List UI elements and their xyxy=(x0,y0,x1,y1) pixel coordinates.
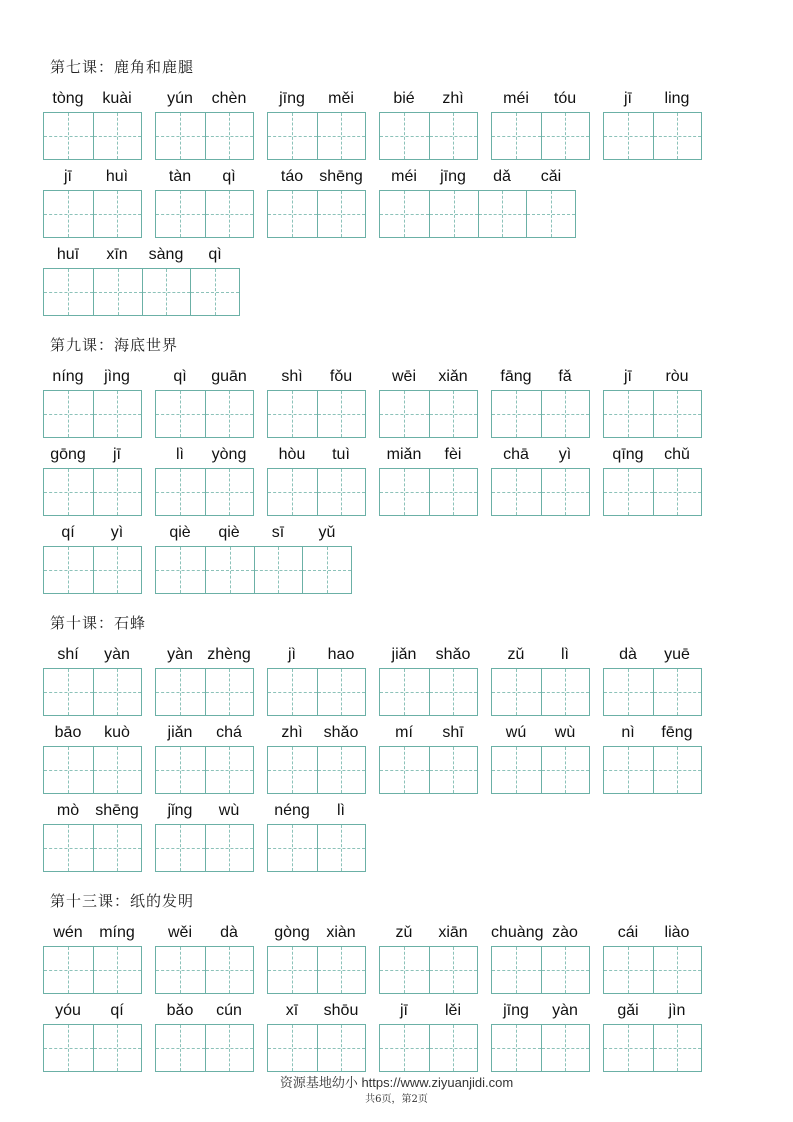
tianzige-cell[interactable] xyxy=(205,469,254,515)
tianzige-cell[interactable] xyxy=(492,469,541,515)
tianzige-cell[interactable] xyxy=(317,747,366,793)
pinyin-label: wù xyxy=(554,724,576,741)
tianzige-cell[interactable] xyxy=(156,469,205,515)
tianzige-cell[interactable] xyxy=(380,747,429,793)
pinyin-label: jī xyxy=(64,168,72,185)
pinyin-label: zǔ xyxy=(507,646,525,663)
tianzige-cell[interactable] xyxy=(653,1025,702,1071)
tianzige-cell[interactable] xyxy=(268,1025,317,1071)
tianzige-cell[interactable] xyxy=(93,191,142,237)
pinyin-label: yàn xyxy=(552,1002,578,1019)
pinyin-label: lì xyxy=(337,802,345,819)
tianzige-cell[interactable] xyxy=(44,391,93,437)
tianzige-cell[interactable] xyxy=(268,669,317,715)
tianzige-cell[interactable] xyxy=(317,825,366,871)
tianzige-cell[interactable] xyxy=(156,747,205,793)
tianzige-cell[interactable] xyxy=(653,391,702,437)
lesson-title: 第十三课：纸的发明 xyxy=(50,892,195,910)
pinyin-label: qīng xyxy=(612,446,644,463)
writing-grid[interactable] xyxy=(267,468,366,516)
writing-grid[interactable] xyxy=(267,824,366,872)
pinyin-label: chèn xyxy=(211,90,247,107)
pinyin-label: cún xyxy=(216,1002,242,1019)
tianzige-cell[interactable] xyxy=(604,1025,653,1071)
tianzige-cell[interactable] xyxy=(156,547,205,593)
tianzige-cell[interactable] xyxy=(604,669,653,715)
writing-grid[interactable] xyxy=(603,112,702,160)
tianzige-cell[interactable] xyxy=(156,825,205,871)
tianzige-cell[interactable] xyxy=(156,1025,205,1071)
tianzige-cell[interactable] xyxy=(541,113,590,159)
tianzige-cell[interactable] xyxy=(541,947,590,993)
tianzige-cell[interactable] xyxy=(156,113,205,159)
tianzige-cell[interactable] xyxy=(604,947,653,993)
writing-grid[interactable] xyxy=(155,946,254,994)
pinyin-label: fǎ xyxy=(558,368,572,385)
pinyin-label: gòng xyxy=(274,924,310,941)
pinyin-label: kuài xyxy=(102,90,132,107)
tianzige-cell[interactable] xyxy=(380,113,429,159)
writing-grid[interactable] xyxy=(155,546,352,594)
writing-grid[interactable] xyxy=(267,390,366,438)
writing-grid[interactable] xyxy=(379,668,478,716)
pinyin-label: gōng xyxy=(50,446,86,463)
pinyin-label: cái xyxy=(617,924,639,941)
pinyin-label: huī xyxy=(56,246,80,263)
pinyin-label: cǎi xyxy=(540,168,562,185)
writing-grid[interactable] xyxy=(491,390,590,438)
pinyin-label: zào xyxy=(552,924,578,941)
tianzige-cell[interactable] xyxy=(604,113,653,159)
pinyin-label: lì xyxy=(561,646,569,663)
tianzige-cell[interactable] xyxy=(268,191,317,237)
lesson-title: 第七课：鹿角和鹿腿 xyxy=(50,58,195,76)
pinyin-label: shǎo xyxy=(323,724,359,741)
tianzige-cell[interactable] xyxy=(429,191,478,237)
tianzige-cell[interactable] xyxy=(541,469,590,515)
pinyin-label: wēi xyxy=(391,368,416,385)
tianzige-cell[interactable] xyxy=(44,669,93,715)
pinyin-label: qiè xyxy=(169,524,191,541)
tianzige-cell[interactable] xyxy=(93,825,142,871)
writing-grid[interactable] xyxy=(267,746,366,794)
tianzige-cell[interactable] xyxy=(205,1025,254,1071)
pinyin-label: fǒu xyxy=(329,368,353,385)
lesson-title: 第九课：海底世界 xyxy=(50,336,179,354)
pinyin-label: chá xyxy=(216,724,242,741)
writing-grid[interactable] xyxy=(379,946,478,994)
pinyin-label: jiǎn xyxy=(391,646,417,663)
tianzige-cell[interactable] xyxy=(429,669,478,715)
tianzige-cell[interactable] xyxy=(380,469,429,515)
tianzige-cell[interactable] xyxy=(254,547,303,593)
pinyin-label: gǎi xyxy=(617,1002,639,1019)
tianzige-cell[interactable] xyxy=(44,947,93,993)
pinyin-label: liào xyxy=(664,924,690,941)
writing-grid[interactable] xyxy=(155,112,254,160)
tianzige-cell[interactable] xyxy=(492,1025,541,1071)
tianzige-cell[interactable] xyxy=(541,747,590,793)
writing-grid[interactable] xyxy=(43,668,142,716)
writing-grid[interactable] xyxy=(379,112,478,160)
tianzige-cell[interactable] xyxy=(268,747,317,793)
tianzige-cell[interactable] xyxy=(93,469,142,515)
tianzige-cell[interactable] xyxy=(492,947,541,993)
pinyin-label: yòng xyxy=(211,446,247,463)
tianzige-cell[interactable] xyxy=(44,269,93,315)
pinyin-label: fèi xyxy=(444,446,462,463)
pinyin-label: tóu xyxy=(553,90,577,107)
writing-grid[interactable] xyxy=(603,746,702,794)
pinyin-label: xīn xyxy=(106,246,128,263)
tianzige-cell[interactable] xyxy=(429,1025,478,1071)
writing-grid[interactable] xyxy=(379,746,478,794)
pinyin-label: shī xyxy=(442,724,464,741)
tianzige-cell[interactable] xyxy=(205,191,254,237)
footer-page-number: 共6页，第2页 xyxy=(365,1094,428,1105)
pinyin-label: chā xyxy=(503,446,529,463)
pinyin-label: jī xyxy=(400,1002,408,1019)
tianzige-cell[interactable] xyxy=(190,269,239,315)
writing-grid[interactable] xyxy=(155,746,254,794)
tianzige-cell[interactable] xyxy=(142,269,191,315)
writing-grid[interactable] xyxy=(43,468,142,516)
writing-grid[interactable] xyxy=(267,946,366,994)
tianzige-cell[interactable] xyxy=(317,669,366,715)
tianzige-cell[interactable] xyxy=(429,947,478,993)
pinyin-label: jǐng xyxy=(167,802,193,819)
tianzige-cell[interactable] xyxy=(492,669,541,715)
writing-grid[interactable] xyxy=(379,390,478,438)
writing-grid[interactable] xyxy=(603,468,702,516)
tianzige-cell[interactable] xyxy=(205,669,254,715)
tianzige-cell[interactable] xyxy=(380,191,429,237)
tianzige-cell[interactable] xyxy=(93,113,142,159)
pinyin-label: sī xyxy=(271,524,285,541)
tianzige-cell[interactable] xyxy=(492,391,541,437)
pinyin-label: yàn xyxy=(104,646,130,663)
pinyin-label: miǎn xyxy=(386,446,422,463)
tianzige-cell[interactable] xyxy=(653,947,702,993)
pinyin-label: qí xyxy=(110,1002,124,1019)
tianzige-cell[interactable] xyxy=(317,191,366,237)
tianzige-cell[interactable] xyxy=(317,113,366,159)
tianzige-cell[interactable] xyxy=(604,391,653,437)
pinyin-label: jī xyxy=(113,446,121,463)
pinyin-label: dà xyxy=(619,646,637,663)
writing-grid[interactable] xyxy=(43,390,142,438)
pinyin-label: shí xyxy=(57,646,79,663)
tianzige-cell[interactable] xyxy=(93,269,142,315)
pinyin-label: zhì xyxy=(442,90,464,107)
tianzige-cell[interactable] xyxy=(604,469,653,515)
tianzige-cell[interactable] xyxy=(429,747,478,793)
tianzige-cell[interactable] xyxy=(205,391,254,437)
pinyin-label: yàn xyxy=(167,646,193,663)
pinyin-label: shēng xyxy=(95,802,139,819)
pinyin-label: jì xyxy=(288,646,296,663)
pinyin-label: méi xyxy=(391,168,417,185)
writing-grid[interactable] xyxy=(43,190,142,238)
tianzige-cell[interactable] xyxy=(44,469,93,515)
writing-grid[interactable] xyxy=(267,112,366,160)
tianzige-cell[interactable] xyxy=(44,747,93,793)
pinyin-label: jìn xyxy=(668,1002,686,1019)
writing-grid[interactable] xyxy=(379,468,478,516)
writing-grid[interactable] xyxy=(491,668,590,716)
pinyin-label: qì xyxy=(222,168,236,185)
pinyin-label: qiè xyxy=(218,524,240,541)
writing-grid[interactable] xyxy=(43,546,142,594)
lesson-title: 第十课：石蜂 xyxy=(50,614,147,632)
pinyin-label: dà xyxy=(220,924,238,941)
pinyin-label: xī xyxy=(285,1002,299,1019)
tianzige-cell[interactable] xyxy=(268,947,317,993)
tianzige-cell[interactable] xyxy=(93,747,142,793)
writing-grid[interactable] xyxy=(491,112,590,160)
pinyin-label: dǎ xyxy=(493,168,511,185)
tianzige-cell[interactable] xyxy=(93,669,142,715)
pinyin-label: ling xyxy=(664,90,690,107)
pinyin-label: shōu xyxy=(323,1002,359,1019)
pinyin-label: zhì xyxy=(281,724,303,741)
pinyin-label: nì xyxy=(621,724,635,741)
pinyin-label: xiàn xyxy=(326,924,356,941)
pinyin-label: jìng xyxy=(104,368,130,385)
tianzige-cell[interactable] xyxy=(205,825,254,871)
pinyin-label: chǔ xyxy=(664,446,690,463)
pinyin-label: bǎo xyxy=(166,1002,194,1019)
pinyin-label: zǔ xyxy=(395,924,413,941)
tianzige-cell[interactable] xyxy=(429,391,478,437)
tianzige-cell[interactable] xyxy=(653,113,702,159)
pinyin-label: fēng xyxy=(661,724,693,741)
pinyin-label: bāo xyxy=(54,724,82,741)
writing-grid[interactable] xyxy=(603,668,702,716)
tianzige-cell[interactable] xyxy=(44,547,93,593)
writing-grid[interactable] xyxy=(379,190,576,238)
tianzige-cell[interactable] xyxy=(317,1025,366,1071)
tianzige-cell[interactable] xyxy=(478,191,527,237)
pinyin-label: mí xyxy=(395,724,413,741)
pinyin-label: qì xyxy=(173,368,187,385)
pinyin-label: jīng xyxy=(440,168,466,185)
writing-grid[interactable] xyxy=(603,390,702,438)
tianzige-cell[interactable] xyxy=(268,113,317,159)
tianzige-cell[interactable] xyxy=(44,191,93,237)
tianzige-cell[interactable] xyxy=(541,391,590,437)
tianzige-cell[interactable] xyxy=(44,1025,93,1071)
pinyin-label: huì xyxy=(105,168,129,185)
pinyin-label: tuì xyxy=(332,446,350,463)
tianzige-cell[interactable] xyxy=(492,747,541,793)
pinyin-label: měi xyxy=(328,90,354,107)
writing-grid[interactable] xyxy=(379,1024,478,1072)
footer-site: 资源基地幼小 https://www.ziyuanjidi.com xyxy=(279,1075,514,1090)
tianzige-cell[interactable] xyxy=(380,391,429,437)
tianzige-cell[interactable] xyxy=(205,747,254,793)
pinyin-label: ròu xyxy=(665,368,689,385)
tianzige-cell[interactable] xyxy=(205,547,254,593)
tianzige-cell[interactable] xyxy=(93,1025,142,1071)
pinyin-label: wú xyxy=(505,724,527,741)
pinyin-label: zhèng xyxy=(207,646,251,663)
tianzige-cell[interactable] xyxy=(156,191,205,237)
pinyin-label: wěi xyxy=(167,924,192,941)
writing-grid[interactable] xyxy=(603,1024,702,1072)
pinyin-label: bié xyxy=(393,90,415,107)
pinyin-label: xiǎn xyxy=(438,368,468,385)
writing-grid[interactable] xyxy=(43,824,142,872)
tianzige-cell[interactable] xyxy=(317,391,366,437)
pinyin-label: hòu xyxy=(278,446,306,463)
pinyin-label: tòng xyxy=(52,90,84,107)
pinyin-label: shēng xyxy=(319,168,363,185)
pinyin-label: sàng xyxy=(148,246,184,263)
pinyin-label: guān xyxy=(211,368,247,385)
tianzige-cell[interactable] xyxy=(492,113,541,159)
pinyin-label: qì xyxy=(208,246,222,263)
writing-grid[interactable] xyxy=(603,946,702,994)
tianzige-cell[interactable] xyxy=(268,469,317,515)
pinyin-label: yì xyxy=(110,524,124,541)
writing-grid[interactable] xyxy=(267,1024,366,1072)
pinyin-label: táo xyxy=(280,168,304,185)
tianzige-cell[interactable] xyxy=(653,469,702,515)
tianzige-cell[interactable] xyxy=(268,825,317,871)
writing-grid[interactable] xyxy=(491,468,590,516)
tianzige-cell[interactable] xyxy=(526,191,575,237)
pinyin-label: mò xyxy=(56,802,80,819)
pinyin-label: yǔ xyxy=(318,524,336,541)
pinyin-label: qí xyxy=(61,524,75,541)
pinyin-label: yún xyxy=(167,90,193,107)
pinyin-label: shǎo xyxy=(435,646,471,663)
tianzige-cell[interactable] xyxy=(44,825,93,871)
tianzige-cell[interactable] xyxy=(317,947,366,993)
writing-grid[interactable] xyxy=(267,668,366,716)
pinyin-label: tàn xyxy=(168,168,192,185)
writing-grid[interactable] xyxy=(155,190,254,238)
tianzige-cell[interactable] xyxy=(268,391,317,437)
tianzige-cell[interactable] xyxy=(653,669,702,715)
pinyin-label: jīng xyxy=(503,1002,529,1019)
tianzige-cell[interactable] xyxy=(156,391,205,437)
pinyin-label: fāng xyxy=(500,368,532,385)
tianzige-cell[interactable] xyxy=(93,547,142,593)
writing-grid[interactable] xyxy=(155,668,254,716)
pinyin-label: jīng xyxy=(279,90,305,107)
pinyin-label: méi xyxy=(503,90,529,107)
pinyin-label: wén xyxy=(53,924,83,941)
pinyin-label: níng xyxy=(52,368,84,385)
tianzige-cell[interactable] xyxy=(205,947,254,993)
tianzige-cell[interactable] xyxy=(604,747,653,793)
pinyin-label: jī xyxy=(624,90,632,107)
pinyin-label: kuò xyxy=(104,724,130,741)
pinyin-label: xiān xyxy=(438,924,468,941)
tianzige-cell[interactable] xyxy=(429,469,478,515)
pinyin-label: shì xyxy=(281,368,303,385)
writing-grid[interactable] xyxy=(491,1024,590,1072)
tianzige-cell[interactable] xyxy=(156,669,205,715)
writing-grid[interactable] xyxy=(155,390,254,438)
writing-grid[interactable] xyxy=(43,946,142,994)
tianzige-cell[interactable] xyxy=(541,1025,590,1071)
tianzige-cell[interactable] xyxy=(93,391,142,437)
pinyin-label: hao xyxy=(327,646,355,663)
tianzige-cell[interactable] xyxy=(541,669,590,715)
writing-grid[interactable] xyxy=(155,824,254,872)
writing-grid[interactable] xyxy=(155,1024,254,1072)
writing-grid[interactable] xyxy=(43,746,142,794)
pinyin-label: míng xyxy=(99,924,135,941)
writing-grid[interactable] xyxy=(491,946,590,994)
tianzige-cell[interactable] xyxy=(380,1025,429,1071)
tianzige-cell[interactable] xyxy=(380,669,429,715)
pinyin-label: néng xyxy=(274,802,310,819)
tianzige-cell[interactable] xyxy=(429,113,478,159)
pinyin-label: yóu xyxy=(55,1002,81,1019)
tianzige-cell[interactable] xyxy=(653,747,702,793)
tianzige-cell[interactable] xyxy=(93,947,142,993)
writing-grid[interactable] xyxy=(267,190,366,238)
writing-grid[interactable] xyxy=(43,112,142,160)
tianzige-cell[interactable] xyxy=(44,113,93,159)
pinyin-label: yì xyxy=(558,446,572,463)
pinyin-label: chuàng xyxy=(491,924,544,941)
writing-grid[interactable] xyxy=(491,746,590,794)
tianzige-cell[interactable] xyxy=(380,947,429,993)
pinyin-label: lěi xyxy=(444,1002,461,1019)
tianzige-cell[interactable] xyxy=(156,947,205,993)
pinyin-label: jiǎn xyxy=(167,724,193,741)
tianzige-cell[interactable] xyxy=(302,547,351,593)
writing-grid[interactable] xyxy=(43,268,240,316)
writing-grid[interactable] xyxy=(155,468,254,516)
pinyin-label: wù xyxy=(218,802,240,819)
pinyin-label: lì xyxy=(176,446,184,463)
pinyin-label: yuē xyxy=(664,646,690,663)
pinyin-label: jī xyxy=(624,368,632,385)
writing-grid[interactable] xyxy=(43,1024,142,1072)
tianzige-cell[interactable] xyxy=(317,469,366,515)
tianzige-cell[interactable] xyxy=(205,113,254,159)
